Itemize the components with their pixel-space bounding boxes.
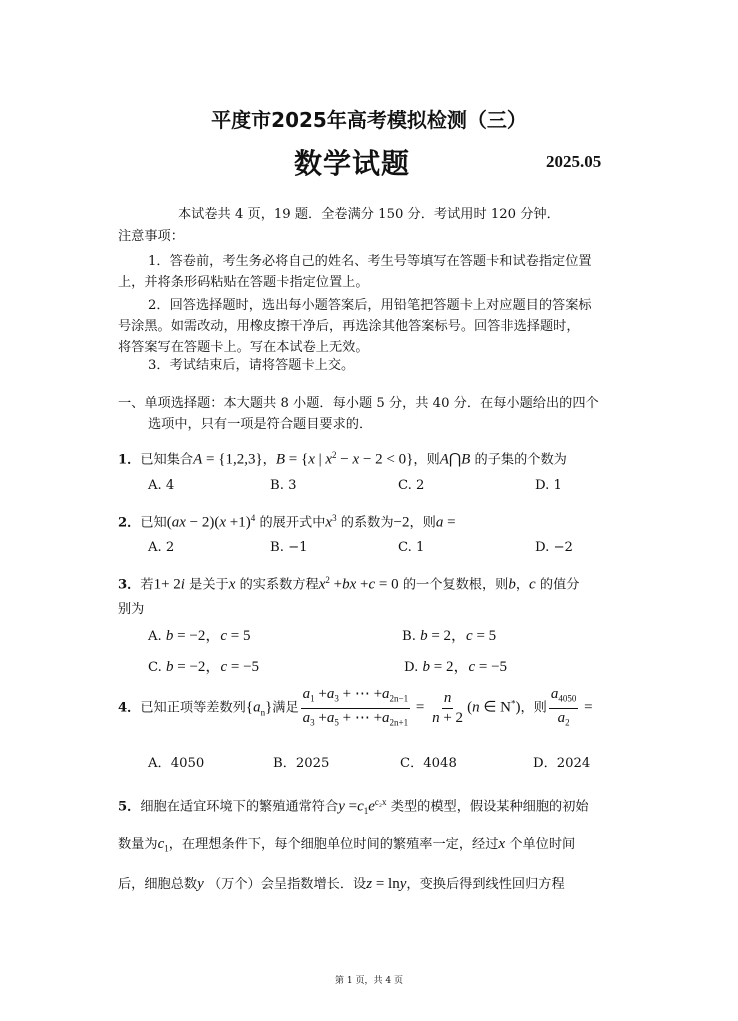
text-segment: C. (148, 660, 167, 675)
math-text: = 5 (472, 628, 497, 644)
text-segment: （万个）会呈指数增长．设 (203, 877, 367, 892)
text-segment: 注意事项： (118, 229, 184, 244)
math-text: A (193, 451, 203, 468)
math-text: 5 (334, 717, 339, 728)
text-segment: 3．考试结束后，请将答题卡上交。 (148, 358, 355, 373)
text-segment: 一、单项选择题：本大题共 8 小题．每小题 5 分，共 40 分．在每小题给出的四个 (118, 396, 599, 411)
q1-option-b (270, 477, 296, 495)
math-text: x (352, 451, 360, 468)
text-segment: 将答案写在答题卡上。写在本试卷上无效。 (118, 340, 369, 355)
math-text: + (356, 576, 369, 593)
math-text: = −2， (173, 659, 221, 675)
math-text: x (228, 576, 236, 593)
math-text: 3 (310, 717, 315, 728)
text-segment: C．4048 (400, 756, 457, 771)
q1-option-a (148, 477, 174, 495)
math-text: + ⋯ + (338, 686, 383, 702)
text-segment: ，变换后得到线性回归方程 (406, 877, 565, 892)
math-text: a (326, 686, 335, 702)
q3-option-c (148, 658, 259, 677)
math-text: y (338, 798, 345, 815)
math-text: * (510, 698, 516, 709)
question-5 (118, 793, 589, 820)
notice-heading (118, 228, 184, 246)
math-text: b (422, 659, 430, 675)
question-1 (118, 446, 567, 469)
text-segment: 的实系数方程 (235, 577, 319, 593)
math-text: = { (285, 451, 309, 468)
text-segment: ，则 (409, 515, 436, 531)
math-text: = −5 (475, 659, 508, 675)
math-text: c (220, 659, 228, 675)
q1-option-c (398, 477, 424, 495)
q4-option-a (148, 755, 204, 773)
notice-1-cont (118, 274, 369, 292)
math-text: x (219, 514, 227, 531)
math-text: z (366, 876, 373, 892)
math-text: = −5 (227, 659, 260, 675)
text-segment: 已知 (140, 515, 167, 531)
math-text: 2n+1 (389, 717, 409, 728)
math-text: n (472, 699, 480, 716)
text-segment: 的一个复数根，则 (398, 577, 509, 593)
math-text: = (443, 514, 456, 531)
text-segment: D．2024 (533, 756, 591, 771)
text-segment: 的展开式中 (255, 515, 326, 531)
math-text: a (326, 709, 335, 726)
math-text: = −2， (173, 628, 221, 644)
text-segment: 本试卷共 4 页，19 题．全卷满分 150 分．考试用时 120 分钟． (178, 207, 560, 222)
text-segment: B. (402, 629, 421, 644)
section-heading (118, 395, 599, 413)
math-text: bx (342, 576, 357, 593)
text-segment: 个单位时间 (505, 837, 576, 852)
text-segment: 的值分 (535, 577, 580, 593)
intro-text (178, 206, 560, 224)
math-text: + (314, 686, 327, 702)
math-text: 4050 (558, 693, 577, 704)
math-text: i (180, 576, 185, 593)
text-segment: B. −1 (270, 540, 308, 555)
math-fraction (301, 685, 410, 731)
fraction-part (301, 709, 410, 732)
notice-2-cont (118, 318, 580, 336)
math-text: a (302, 686, 311, 702)
text-segment: D. 1 (535, 478, 562, 493)
math-text: − (336, 451, 353, 468)
math-fraction (430, 689, 465, 728)
text-segment: 已知正项等差数列 (140, 700, 246, 716)
math-text: A (439, 451, 449, 468)
q4-option-d (533, 755, 590, 773)
math-text: 4 (250, 513, 256, 523)
math-text: = 2， (427, 628, 467, 644)
math-text: 2 (565, 717, 570, 728)
q4-option-b (273, 755, 329, 773)
math-text: x (308, 451, 315, 468)
text-segment: 细胞在适宜环境下的繁殖通常符合 (140, 799, 339, 815)
q2-option-c (398, 539, 424, 557)
text-segment: D. (404, 660, 423, 675)
math-text: + 2 (439, 709, 464, 726)
math-text: B (461, 451, 471, 468)
math-text: x (325, 451, 333, 468)
math-text: x (318, 576, 326, 593)
text-segment: C. 2 (398, 478, 425, 493)
math-text: n (260, 707, 266, 718)
math-text: + (314, 709, 327, 726)
fraction-part (430, 709, 465, 728)
math-text: y (197, 876, 204, 892)
text-segment: 满足 (272, 700, 299, 716)
math-text: b (166, 659, 174, 675)
text-segment: A. 2 (148, 540, 175, 555)
fraction-part (556, 709, 572, 732)
math-text: ( (166, 514, 172, 531)
math-text: a (435, 514, 444, 531)
math-text: n (432, 709, 440, 726)
q2-option-d (535, 539, 573, 557)
math-text: c (220, 628, 228, 644)
text-segment: ，则 (413, 452, 440, 468)
math-text: a (550, 686, 559, 702)
text-segment: A. (148, 629, 166, 644)
text-segment: 数量为 (118, 837, 158, 852)
text-segment: 选项中，只有一项是符合题目要求的． (148, 417, 373, 432)
subject-title: 数学试题 (294, 147, 411, 180)
text-segment: 2． (118, 515, 141, 531)
math-text: +1) (226, 514, 251, 531)
notice-2-cont (118, 339, 369, 357)
math-text: ax (171, 514, 186, 531)
q1-option-d (535, 477, 562, 495)
math-text: a (382, 709, 390, 726)
text-segment: D. −2 (535, 540, 573, 555)
text-segment: A．4050 (148, 756, 205, 771)
math-text: = (344, 798, 358, 815)
math-text: 1+ 2 (153, 576, 181, 593)
math-text: c (466, 628, 473, 644)
math-text: e (368, 798, 375, 815)
math-text: c (157, 836, 165, 852)
math-text: 2 (332, 450, 337, 460)
text-segment: 若 (140, 577, 154, 593)
notice-2 (148, 297, 592, 315)
notice-1 (148, 253, 592, 271)
text-segment: 别为 (118, 602, 145, 617)
text-segment: ，在理想条件下，每个细胞单位时间的繁殖率一定，经过 (168, 837, 499, 852)
math-text: b (165, 628, 174, 644)
fraction-part (442, 689, 454, 709)
math-text: 1 (363, 806, 369, 817)
question-5-cont (118, 835, 575, 858)
math-text: − 2 < 0} (359, 451, 414, 468)
text-segment: 2．回答选择题时，选出每小题答案后，用铅笔把答题卡上对应题目的答案标 (148, 298, 592, 313)
section-heading-cont (148, 416, 372, 434)
math-text: + ⋯ + (338, 709, 383, 726)
text-segment: 3． (118, 577, 141, 593)
q2-option-b (270, 539, 308, 557)
text-segment: A. 4 (148, 478, 175, 493)
text-segment: 号涂黑。如需改动，用橡皮擦干净后，再选涂其他答案标号。回答非选择题时， (118, 319, 580, 334)
math-text: 3 (334, 693, 339, 704)
text-segment: 5． (118, 799, 141, 815)
math-text: ∈ N (479, 699, 511, 716)
question-3 (118, 571, 579, 594)
math-text: = 2， (430, 659, 469, 675)
math-text: c (529, 576, 536, 593)
question-5-cont (118, 875, 565, 894)
q3-option-d (404, 658, 507, 677)
text-segment: B．2025 (273, 756, 330, 771)
text-segment: 类型的模型，假设某种细胞的初始 (386, 799, 589, 815)
math-text: a (557, 709, 566, 726)
math-text: = 0 (375, 576, 399, 593)
text-segment: 的子集的个数为 (470, 452, 567, 468)
math-text: 2n−1 (389, 693, 409, 704)
math-text: a (382, 686, 390, 702)
math-text: + (329, 576, 343, 593)
exam-title: 平度市2025年高考模拟检测（三） (211, 108, 527, 132)
math-text: = ln (372, 876, 400, 892)
q4-option-c (400, 755, 457, 773)
math-text: ( (467, 699, 473, 716)
math-text: y (399, 876, 407, 892)
text-segment: B. 3 (270, 478, 297, 493)
q3-option-b (402, 627, 496, 646)
text-segment: ， (515, 577, 530, 593)
exam-date: 2025.05 (546, 152, 602, 171)
math-text: c (357, 798, 364, 815)
math-text: n (443, 689, 452, 706)
math-text: c (468, 659, 476, 675)
text-segment: C. 1 (398, 540, 425, 555)
math-text: c (368, 576, 376, 593)
math-text: x (325, 514, 333, 531)
q2-option-a (148, 539, 174, 557)
math-text: = 5 (227, 628, 251, 644)
text-segment: 已知集合 (140, 452, 194, 468)
math-text: 3 (332, 513, 337, 523)
math-text: ⋂ (448, 451, 462, 468)
text-segment: 1．答卷前，考生务必将自己的姓名、考生号等填写在答题卡和试卷指定位置 (148, 254, 592, 269)
math-text: | (314, 451, 326, 468)
math-fraction (549, 685, 579, 731)
page-footer: 第 1 页，共 4 页 (335, 976, 403, 986)
fraction-part (301, 685, 410, 709)
math-text: x (498, 836, 506, 852)
question-3-cont (118, 601, 144, 619)
question-2 (118, 509, 456, 532)
math-text: − 2)( (185, 514, 220, 531)
text-segment: 1． (118, 452, 141, 468)
math-text: a (253, 699, 261, 716)
math-text: = {1,2,3} (202, 451, 263, 468)
fraction-part (549, 685, 579, 709)
math-text: 1 (164, 843, 169, 854)
math-text: ) (515, 699, 521, 716)
math-text: b (508, 576, 516, 593)
math-text: 2 (325, 575, 330, 585)
math-text: −2 (393, 514, 410, 531)
math-text: 1 (310, 693, 315, 704)
text-segment: ， (262, 452, 276, 468)
math-text: a (302, 709, 311, 726)
text-segment: 4． (118, 700, 141, 716)
math-text: B (275, 451, 286, 468)
q3-option-a (148, 627, 250, 646)
notice-3 (148, 357, 354, 375)
text-segment: 的系数为 (336, 515, 394, 531)
math-text: = (412, 699, 429, 716)
math-text: = (580, 699, 593, 716)
text-segment: 后，细胞总数 (118, 877, 198, 892)
text-segment: ，则 (520, 700, 547, 716)
text-segment: 是关于 (184, 577, 229, 593)
question-4 (118, 685, 593, 731)
math-text: } (265, 699, 273, 716)
math-text: b (420, 628, 428, 644)
math-text: c₂x (374, 797, 387, 807)
math-text: { (245, 699, 254, 716)
text-segment: 上，并将条形码粘贴在答题卡指定位置上。 (118, 275, 369, 290)
